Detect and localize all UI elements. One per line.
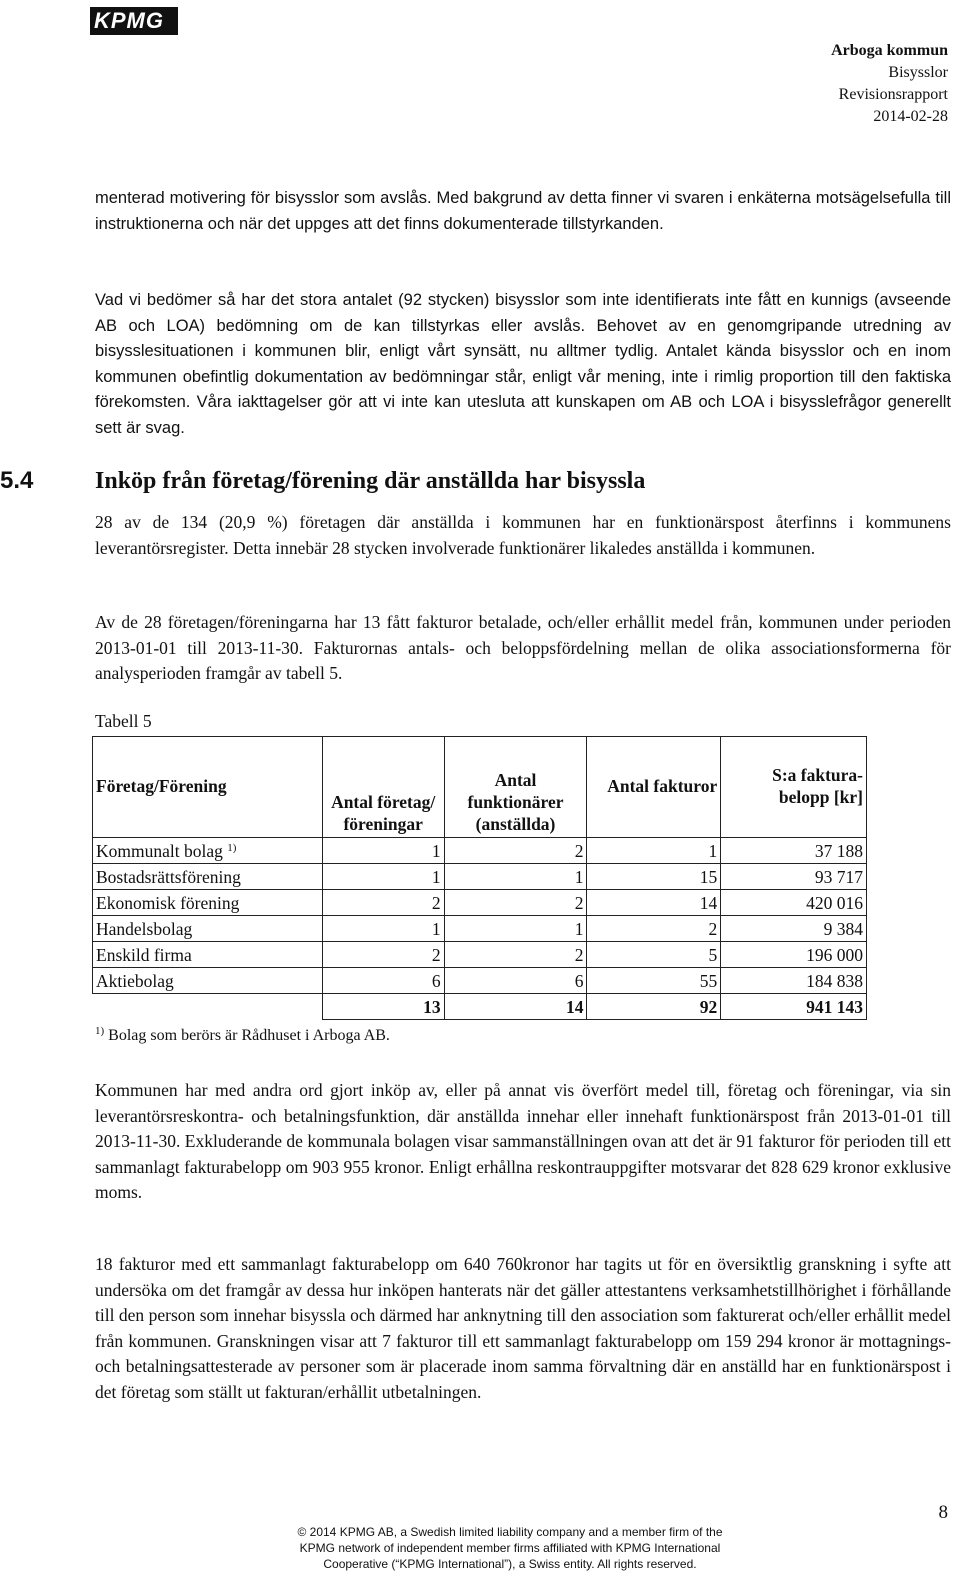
total-cell: 92 xyxy=(587,994,721,1020)
table-footnote xyxy=(95,1027,390,1045)
table-cell: Enskild firma xyxy=(93,942,323,968)
table-cell: 9 384 xyxy=(721,916,867,942)
total-cell: 13 xyxy=(322,994,444,1020)
table-cell: 420 016 xyxy=(721,890,867,916)
table-cell: 2 xyxy=(322,890,444,916)
table-cell: 2 xyxy=(444,942,587,968)
table-cell: Aktiebolag xyxy=(93,968,323,994)
table-cell: Bostadsrättsförening xyxy=(93,864,323,890)
table-cell: 2 xyxy=(444,838,587,864)
section-number: 5.4 xyxy=(0,467,34,494)
table-cell: 6 xyxy=(322,968,444,994)
footer-line: KPMG network of independent member firms affiliated with KPMG International xyxy=(299,1541,721,1555)
table-cell-empty xyxy=(93,994,323,1020)
table-cell: 1 xyxy=(444,864,587,890)
footer-line: Cooperative (“KPMG International”), a Swiss entity. All rights reserved. xyxy=(323,1557,697,1571)
table-cell: 1 xyxy=(322,838,444,864)
table-caption: Tabell 5 xyxy=(95,711,152,731)
header-subject: Bisysslor xyxy=(888,64,948,81)
table-cell: 2 xyxy=(587,916,721,942)
total-cell: 14 xyxy=(444,994,587,1020)
copyright-footer xyxy=(250,1524,770,1572)
table-cell: Ekonomisk förening xyxy=(93,890,323,916)
table-cell: 55 xyxy=(587,968,721,994)
table-cell: 1 xyxy=(444,916,587,942)
table-cell: Handelsbolag xyxy=(93,916,323,942)
table-row xyxy=(93,916,867,942)
table-row xyxy=(93,890,867,916)
table-cell xyxy=(93,838,323,864)
header-organization: Arboga kommun xyxy=(831,42,948,59)
table-cell: 2 xyxy=(322,942,444,968)
paragraph-2: Vad vi bedömer så har det stora antalet (92 stycken) bisysslor som inte identifierats inte fått en kunnigs (avseende AB och LOA) bedömning om de kan tillstyrkas eller avslås. Behovet av en genomgripande utredning av bisysslesituationen i kommunen blir, enligt vårt synsätt, nu alltmer tydlig. Antalet kända bisysslor och en inom kommunen obefintlig dokumentation av bedömningar står, enligt vår mening, inte i rimlig proportion till den faktiska förekomsten. Våra iakttagelser gör att vi inte kan utesluta att kunskapen om AB och LOA i bisysslefrågor generellt sett är svag. xyxy=(95,291,951,437)
invoice-table xyxy=(92,736,867,1020)
table-row xyxy=(93,838,867,864)
table-cell: 2 xyxy=(444,890,587,916)
table-cell: 15 xyxy=(587,864,721,890)
table-cell: 37 188 xyxy=(721,838,867,864)
table-cell: 1 xyxy=(322,864,444,890)
header-date: 2014-02-28 xyxy=(873,108,948,125)
paragraph-4: Av de 28 företagen/föreningarna har 13 fått fakturor betalade, och/eller erhållit medel från, kommunen under perioden 2013-01-01 till 2013-11-30. Fakturornas antals- och beloppsfördelning mellan de olika associationsformerna för analysperioden framgår av tabell 5. xyxy=(95,612,951,683)
row-label: Kommunalt bolag xyxy=(96,840,223,861)
table-row xyxy=(93,864,867,890)
paragraph-1: menterad motivering för bisysslor som avslås. Med bakgrund av detta finner vi svaren i enkäterna motsägelsefulla till instruktionerna och när det uppges att det finns dokumenterade tillstyrkanden. xyxy=(95,189,951,233)
table-cell: 1 xyxy=(587,838,721,864)
table-cell: 6 xyxy=(444,968,587,994)
table-row xyxy=(93,968,867,994)
section-title: Inköp från företag/förening där anställda har bisyssla xyxy=(95,468,646,494)
total-cell: 941 143 xyxy=(721,994,867,1020)
page-number: 8 xyxy=(938,1502,948,1523)
paragraph-3: 28 av de 134 (20,9 %) företagen där anställda i kommunen har en funktionärspost återfinns i kommunens leverantörsregister. Detta innebär 28 stycken involverade funktionärer likaledes anställda i kommunen. xyxy=(95,512,951,558)
table-total-row xyxy=(93,994,867,1020)
table-cell: 93 717 xyxy=(721,864,867,890)
table-cell: 1 xyxy=(322,916,444,942)
paragraph-5: Kommunen har med andra ord gjort inköp av, eller på annat vis överfört medel till, företag och föreningar, via sin leverantörsreskontra- och betalningsfunktion, där anställda innehar eller innehaft funktionärspost från 2013-01-01 till 2013-11-30. Exkluderande de kommunala bolagen visar sammanställningen ovan att det är 91 fakturor för perioden till ett sammanlagt fakturabelopp om 903 955 kronor. Enligt erhållna reskontrauppgifter motsvarar det 828 629 kronor exklusive moms. xyxy=(95,1080,951,1202)
table-cell: 5 xyxy=(587,942,721,968)
document-header xyxy=(831,40,948,128)
column-header: Företag/Förening xyxy=(93,737,323,838)
column-header: Antal funktionärer (anställda) xyxy=(444,737,587,838)
column-header: Antal fakturor xyxy=(587,737,721,838)
table-cell: 14 xyxy=(587,890,721,916)
table-cell: 184 838 xyxy=(721,968,867,994)
footnote-marker: 1) xyxy=(95,1025,105,1037)
table-header-row xyxy=(93,737,867,838)
footnote-text: Bolag som berörs är Rådhuset i Arboga AB. xyxy=(108,1027,390,1044)
footnote-marker: 1) xyxy=(227,841,237,854)
column-header: Antal företag/ föreningar xyxy=(322,737,444,838)
column-header: S:a faktura-belopp [kr] xyxy=(721,737,867,838)
table-cell: 196 000 xyxy=(721,942,867,968)
header-report-type: Revisionsrapport xyxy=(838,86,948,103)
kpmg-logo: KPMG xyxy=(90,7,178,35)
table-row xyxy=(93,942,867,968)
footer-line: © 2014 KPMG AB, a Swedish limited liability company and a member firm of the xyxy=(297,1525,723,1539)
paragraph-6: 18 fakturor med ett sammanlagt fakturabelopp om 640 760kronor har tagits ut för en översiktlig granskning i syfte att undersöka om det framgår av dessa hur inköpen hanterats när det gäller attestantens verksamhetstillhörighet i förhållande till den person som innehar bisyssla och därmed har anknytning till den association som fakturerat och/eller erhållit medel från kommunen. Granskningen visar att 7 fakturor till ett sammanlagt fakturabelopp om 159 294 kronor är mottagnings- och betalningsattesterade av personer som är placerade inom samma förvaltning där en anställd har en funktionärspost i det företag som ställt ut fakturan/erhållit utbetalningen. xyxy=(95,1254,951,1402)
